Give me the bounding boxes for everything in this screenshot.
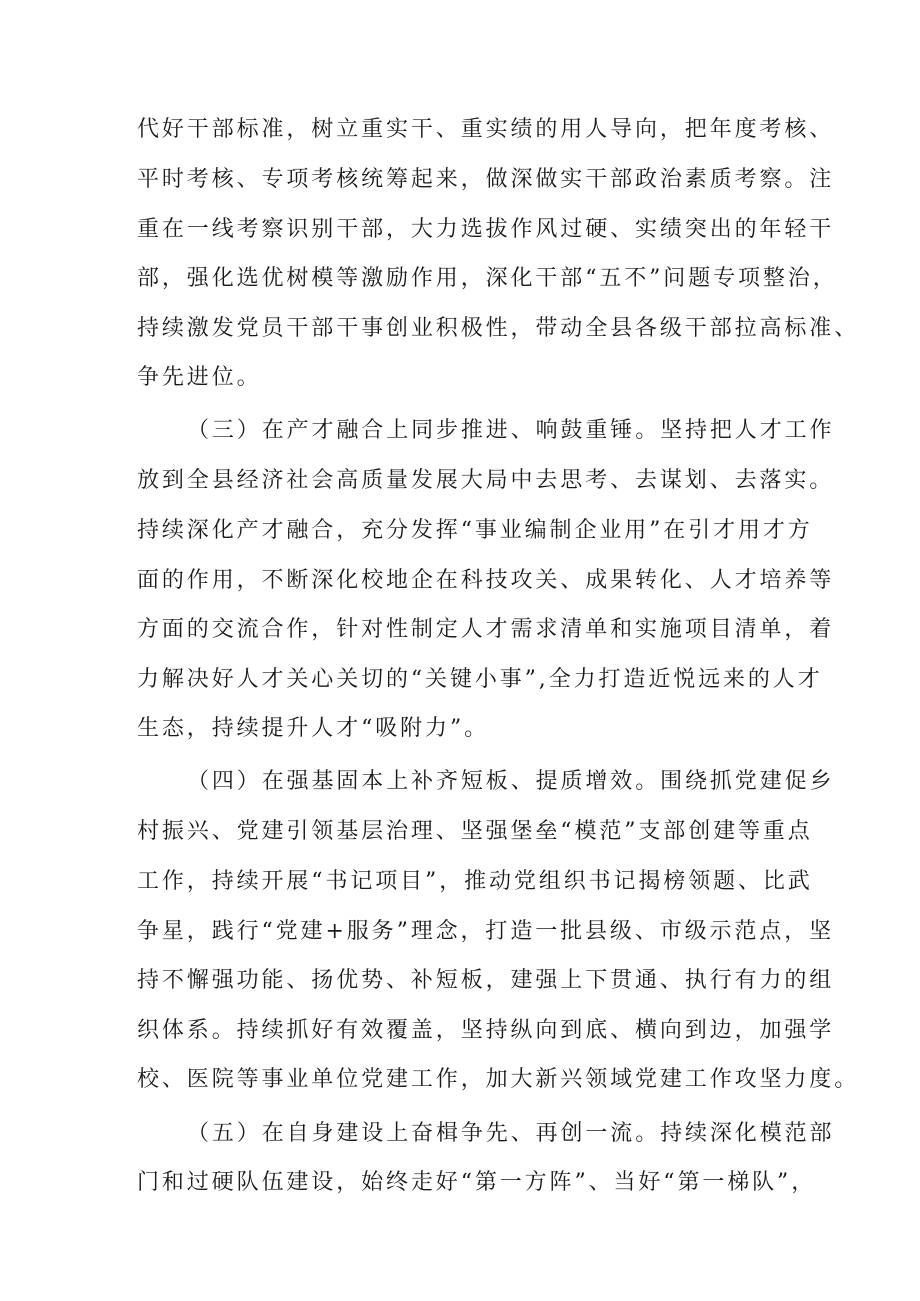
text-line: 持续激发党员干部干事创业积极性，带动全县各级干部拉高标准、 (137, 316, 860, 341)
text-line: 重在一线考察识别干部，大力选拔作风过硬、实绩突出的年轻干 (137, 217, 835, 242)
text-line: 持不懈强功能、扬优势、补短板，建强上下贯通、执行有力的组 (137, 968, 835, 993)
text-line: 持续深化产才融合，充分发挥“事业编制企业用”在引才用才方 (137, 518, 813, 543)
text-line: 工作，持续开展“书记项目”，推动党组织书记揭榜领题、比武 (137, 869, 813, 894)
text-line: 门和过硬队伍建设，始终走好“第一方阵”、当好“第一梯队”， (137, 1170, 817, 1195)
text-line: 生态，持续提升人才“吸附力”。 (137, 716, 489, 741)
text-line: 力解决好人才关心关切的“关键小事”,全力打造近悦远来的人才 (137, 667, 823, 692)
text-line: （四）在强基固本上补齐短板、提质增效。围绕抓党建促乡 (187, 769, 835, 794)
text-line: （五）在自身建设上奋楫争先、再创一流。持续深化模范部 (187, 1121, 835, 1146)
text-line: 争先进位。 (137, 365, 262, 390)
text-line: 织体系。持续抓好有效覆盖，坚持纵向到底、横向到边，加强学 (137, 1018, 835, 1043)
text-line: 面的作用，不断深化校地企在科技攻关、成果转化、人才培养等 (137, 568, 835, 593)
text-line: 放到全县经济社会高质量发展大局中去思考、去谋划、去落实。 (137, 468, 835, 493)
text-line: 争星，践行“党建+服务”理念，打造一批县级、市级示范点，坚 (137, 919, 835, 944)
text-line: 平时考核、专项考核统筹起来，做深做实干部政治素质考察。注 (137, 167, 835, 192)
text-line: （三）在产才融合上同步推进、响鼓重锤。坚持把人才工作 (187, 418, 835, 443)
text-line: 代好干部标准，树立重实干、重实绩的用人导向，把年度考核、 (137, 117, 835, 142)
text-line: 校、医院等事业单位党建工作，加大新兴领域党建工作攻坚力度。 (137, 1067, 860, 1092)
text-line: 村振兴、党建引领基层治理、坚强堡垒“模范”支部创建等重点 (137, 819, 813, 844)
text-line: 部，强化选优树模等激励作用，深化干部“五不”问题专项整治， (137, 266, 838, 291)
text-line: 方面的交流合作，针对性制定人才需求清单和实施项目清单，着 (137, 617, 835, 642)
